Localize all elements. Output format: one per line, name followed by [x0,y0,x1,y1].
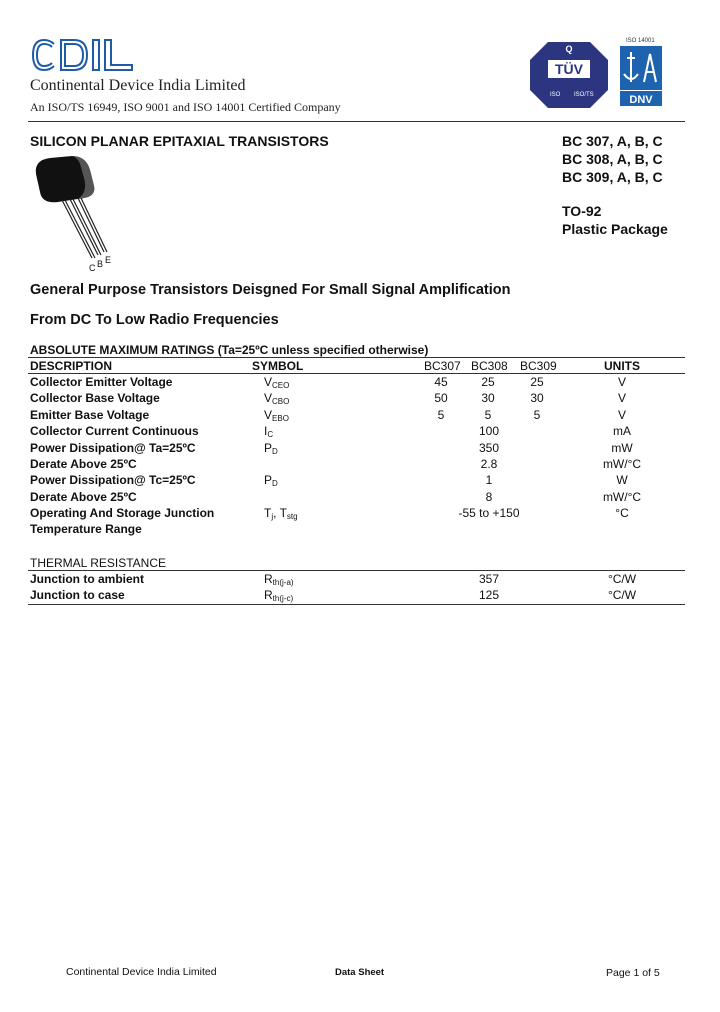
cdil-logo-mark [30,38,136,76]
col-header-symbol: SYMBOL [252,359,304,373]
row-unit: °C/W [607,572,637,586]
col-header-description: DESCRIPTION [30,359,113,373]
row-value-all: 1 [485,473,493,487]
thermal-heading: THERMAL RESISTANCE [30,556,167,570]
iso-14001-label: ISO 14001 [626,38,655,44]
table-top-rule [28,357,685,358]
row-unit: mW [611,441,633,455]
row-value-bc307: 45 [434,375,448,389]
row-description: Collector Current Continuous [30,424,199,438]
table-row [0,391,720,407]
tuv-label: TÜV [555,61,583,77]
package-description: Plastic Package [562,221,668,237]
tuv-cert-badge [528,40,610,110]
row-unit: V [617,391,626,405]
row-description: Operating And Storage Junction [30,506,215,520]
row-value-all: 357 [478,572,500,586]
subtitle-frequency: From DC To Low Radio Frequencies [30,312,279,328]
row-value-bc308: 25 [481,375,495,389]
row-value-bc309: 5 [533,408,541,422]
row-unit: V [617,408,626,422]
row-symbol: $R_{th(j-a)}$ [264,572,294,587]
svg-text:ISO/TS: ISO/TS [574,92,594,98]
table-row [0,473,720,489]
dnv-cert-badge [618,38,664,108]
footer-page-number: Page 1 of 5 [606,967,660,979]
svg-text:ISO: ISO [550,92,561,98]
row-symbol: $P_D$ [264,441,278,456]
table-header-rule [28,373,685,374]
table-row [0,588,720,604]
company-tagline: An ISO/TS 16949, ISO 9001 and ISO 14001 Certified Company [30,100,341,114]
table-row [0,522,720,538]
row-value-all: 350 [478,441,500,455]
row-value-bc308: 5 [484,408,492,422]
row-value-bc309: 25 [530,375,544,389]
footer-company: Continental Device India Limited [66,966,217,978]
row-value-all: 2.8 [480,457,498,471]
row-value-all: 8 [485,490,493,504]
table-row [0,572,720,588]
row-description: Collector Emitter Voltage [30,375,173,389]
row-description: Junction to ambient [30,572,144,586]
row-symbol: $V_{CEO}$ [264,375,290,390]
row-value-all: 125 [478,588,500,602]
table-row [0,375,720,391]
row-value-bc307: 5 [437,408,445,422]
table-row [0,408,720,424]
row-description: Derate Above 25ºC [30,457,137,471]
row-unit: mW/°C [602,457,642,471]
svg-text:Q: Q [565,44,573,54]
row-unit: mW/°C [602,490,642,504]
ratings-heading: ABSOLUTE MAXIMUM RATINGS (Ta=25ºC unless specified otherwise) [30,343,429,357]
dnv-label: DNV [629,94,653,106]
table-row [0,490,720,506]
subtitle-purpose: General Purpose Transistors Deisgned For Small Signal Amplification [30,282,511,298]
footer-doc-type: Data Sheet [335,967,385,978]
row-description: Emitter Base Voltage [30,408,150,422]
row-symbol: $P_D$ [264,473,278,488]
company-name: Continental Device India Limited [30,77,246,94]
row-unit: mA [613,424,631,438]
row-symbol: $T_j$, $T_{stg}$ [264,506,298,521]
row-description: Junction to case [30,588,125,602]
col-header-bc309: BC309 [520,359,557,373]
row-description: Temperature Range [30,522,142,536]
col-header-bc308: BC308 [471,359,508,373]
part-number-bc308: BC 308, A, B, C [562,151,663,167]
row-description: Derate Above 25ºC [30,490,137,504]
pin-label-e: E [105,255,112,265]
row-value-bc309: 30 [530,391,544,405]
row-value-bc308: 30 [481,391,495,405]
col-header-bc307: BC307 [424,359,461,373]
pin-label-b: B [97,259,104,269]
cdil-logo [30,38,136,76]
row-symbol: $R_{th(j-c)}$ [264,588,294,603]
thermal-bottom-rule [28,604,685,605]
row-value-bc307: 50 [434,391,448,405]
to92-transistor-illustration [28,152,128,277]
row-unit: V [617,375,626,389]
table-row [0,457,720,473]
row-unit: °C/W [607,588,637,602]
row-description: Collector Base Voltage [30,391,160,405]
part-number-bc309: BC 309, A, B, C [562,169,663,185]
table-row [0,441,720,457]
pin-label-c: C [89,263,96,273]
row-value-all: 100 [478,424,500,438]
row-symbol: $V_{EBO}$ [264,408,289,423]
table-row [0,424,720,440]
part-number-bc307: BC 307, A, B, C [562,133,663,149]
col-header-units: UNITS [604,359,640,373]
row-symbol: $V_{CBO}$ [264,391,290,406]
table-row [0,506,720,522]
row-unit: W [616,473,628,487]
row-symbol: $I_C$ [264,424,274,439]
row-value-all: -55 to +150 [458,506,520,520]
package-name: TO-92 [562,203,602,219]
thermal-top-rule [28,570,685,571]
page-title: SILICON PLANAR EPITAXIAL TRANSISTORS [30,133,329,149]
header-rule [28,121,685,122]
row-unit: °C [615,506,629,520]
row-description: Power Dissipation@ Ta=25ºC [30,441,196,455]
row-description: Power Dissipation@ Tc=25ºC [30,473,196,487]
